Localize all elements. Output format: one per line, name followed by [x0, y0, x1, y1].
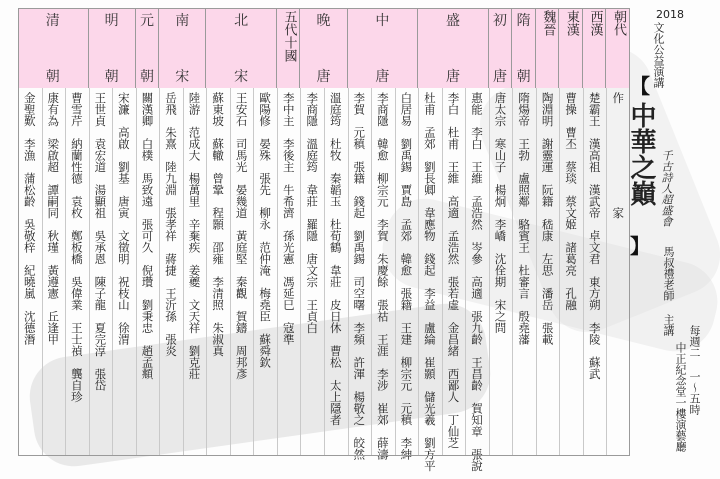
- poet-name: 楊萬里: [187, 172, 202, 207]
- poet-name: 姜夔: [187, 264, 202, 288]
- poet-name: 韓愈: [399, 253, 414, 276]
- venue-label: 中正紀念堂一樓演藝廳: [674, 342, 687, 452]
- column-divider: [371, 88, 372, 456]
- poet-name: 馮延巳: [281, 276, 296, 311]
- poet-name: 隋煬帝: [517, 92, 532, 127]
- poet-name: 關漢卿: [140, 92, 155, 127]
- column-divider: [512, 88, 513, 456]
- dynasty-suffix: 宋: [234, 69, 249, 85]
- dynasty-header: [606, 8, 630, 88]
- poet-column: [282, 92, 296, 345]
- dynasty-suffix: 朝: [139, 69, 154, 85]
- dynasty-label: 元: [139, 13, 154, 29]
- column-divider: [42, 88, 43, 456]
- dynasty-label: 南: [175, 13, 190, 29]
- poet-name: 晏殊: [258, 138, 273, 161]
- poet-name: 張若虛: [446, 276, 461, 311]
- poet-column: [517, 92, 531, 345]
- poet-name: 惠能: [470, 92, 484, 115]
- poet-name: 王昌齡: [470, 356, 484, 391]
- poet-column: [423, 92, 437, 472]
- poet-name: 家: [611, 207, 626, 219]
- poet-name: 東方朔: [587, 276, 602, 311]
- poet-name: 袁宏道: [93, 138, 108, 173]
- poet-name: 楚霸王: [587, 92, 602, 127]
- poet-name: 吳偉業: [69, 276, 84, 311]
- poet-name: 楊敬之: [352, 391, 367, 426]
- poet-name: 張孝祥: [164, 207, 178, 242]
- poet-column: [541, 92, 555, 345]
- poet-name: 羅隱: [305, 218, 320, 242]
- poet-name: 祝枝山: [116, 276, 131, 311]
- poet-name: 譚嗣同: [46, 184, 61, 219]
- poet-column: [164, 92, 178, 357]
- poet-name: 曹松: [328, 345, 343, 368]
- poet-name: 王涯: [375, 333, 390, 357]
- poet-name: 王維: [470, 161, 484, 184]
- speaker-label: 馬叔禮老師 主講: [662, 246, 675, 336]
- poet-name: 李白: [446, 92, 461, 115]
- poet-name: 作: [611, 92, 626, 104]
- poet-name: 張炎: [164, 333, 178, 357]
- poet-name: 王建: [399, 322, 414, 345]
- poet-name: 諸葛亮: [564, 241, 579, 276]
- poet-name: 李賀: [375, 218, 390, 242]
- poet-name: 王勃: [517, 138, 532, 161]
- poet-name: 賈島: [399, 184, 414, 207]
- poet-name: 唐文宗: [305, 253, 320, 288]
- poet-name: 范仲淹: [258, 241, 273, 276]
- poet-name: 沈佺期: [493, 253, 508, 288]
- poet-name: 高適: [470, 276, 484, 299]
- poet-column: [188, 92, 202, 380]
- poet-name: 李後主: [281, 138, 296, 173]
- dynasty-suffix: 唐: [375, 69, 390, 85]
- column-divider: [583, 88, 584, 456]
- poet-name: 夏完淳: [93, 322, 108, 357]
- dynasty-label: 中: [375, 13, 390, 29]
- poet-name: 孟郊: [399, 218, 414, 242]
- column-divider: [348, 88, 349, 456]
- column-divider: [418, 88, 419, 456]
- column-divider: [65, 88, 66, 456]
- poet-name: 儲光羲: [422, 391, 437, 426]
- poet-name: 黃遵憲: [46, 264, 61, 299]
- poet-column: [140, 92, 154, 380]
- poet-name: 司馬光: [234, 138, 249, 173]
- poet-name: 韋莊: [328, 264, 343, 288]
- poet-name: 張說: [470, 448, 484, 472]
- poet-name: 丁仙芝: [446, 414, 461, 449]
- poet-name: 劉方平: [422, 437, 437, 472]
- poet-column: [611, 92, 625, 219]
- poet-name: 李白: [470, 126, 484, 150]
- poet-name: 吳承恩: [93, 230, 108, 265]
- poet-table: [18, 8, 630, 472]
- poet-column: [494, 92, 508, 334]
- poet-name: 寒山子: [493, 138, 508, 173]
- poet-name: 張先: [258, 172, 273, 196]
- poet-name: 孟浩然: [446, 230, 461, 265]
- poet-column: [258, 92, 272, 368]
- poet-name: 李清照: [211, 276, 226, 311]
- poet-name: 岑參: [470, 241, 484, 265]
- poet-name: 李商隱: [375, 92, 390, 127]
- dynasty-label: 東漢: [563, 10, 579, 36]
- poet-name: 秦韜玉: [328, 172, 343, 207]
- poet-name: 崔顥: [422, 356, 437, 380]
- poet-name: 蔡文姬: [564, 195, 579, 230]
- dynasty-header: [18, 8, 89, 88]
- poet-name: 元稹: [399, 402, 414, 426]
- poet-name: 高啟: [116, 126, 131, 150]
- poet-name: 皎然: [352, 437, 367, 460]
- poet-name: 李頻: [352, 322, 367, 345]
- poet-name: 韋莊: [305, 184, 320, 207]
- poet-column: [70, 92, 84, 403]
- dynasty-label: 五代十國: [281, 10, 297, 62]
- poet-name: 寇準: [281, 322, 296, 345]
- poet-name: 曹丕: [564, 126, 579, 150]
- poet-name: 溫庭筠: [328, 92, 343, 127]
- poet-name: 韓愈: [375, 138, 390, 161]
- poet-name: 杜荀鶴: [328, 218, 343, 253]
- poet-name: 謝靈運: [540, 138, 555, 173]
- poet-name: 高適: [446, 195, 461, 219]
- poet-name: 韋應物: [422, 207, 437, 242]
- poet-name: 杜審言: [517, 264, 532, 299]
- poet-name: 蘇東坡: [211, 92, 226, 127]
- poet-name: 漢武帝: [587, 184, 602, 219]
- poet-name: 李紳: [399, 437, 414, 460]
- column-divider: [395, 88, 396, 456]
- poet-name: 程顥: [211, 207, 226, 230]
- column-divider: [136, 88, 137, 456]
- poet-name: 錢起: [352, 195, 367, 219]
- poet-column: [46, 92, 60, 345]
- poet-name: 蘇舜欽: [258, 333, 273, 368]
- poet-name: 薛濤: [375, 437, 390, 460]
- poet-name: 朱慶餘: [375, 253, 390, 288]
- poet-name: 張九齡: [470, 310, 484, 345]
- bracket-close: 】: [630, 234, 650, 258]
- poet-name: 張籍: [399, 287, 414, 311]
- dynasty-suffix: 唐: [445, 69, 460, 85]
- poet-name: 周邦彥: [234, 345, 249, 380]
- dynasty-header: [536, 8, 560, 88]
- poet-name: 馬致遠: [140, 172, 155, 207]
- poet-name: 劉克莊: [187, 345, 202, 380]
- bracket-open: 【: [630, 74, 650, 98]
- poet-name: 張籍: [352, 161, 367, 184]
- poet-name: 劉秉忠: [140, 299, 155, 334]
- poet-name: 李賀: [352, 92, 367, 115]
- poet-name: 王沂孫: [164, 287, 178, 322]
- poet-name: 白居易: [399, 92, 414, 127]
- poet-name: 宋濂: [116, 92, 131, 115]
- poet-name: 紀曉嵐: [22, 264, 37, 299]
- poet-name: 沈德潛: [22, 310, 37, 345]
- poet-name: 杜甫: [446, 126, 461, 150]
- poet-name: 元稹: [352, 126, 367, 150]
- column-divider: [159, 88, 160, 456]
- column-divider: [89, 88, 90, 456]
- poet-name: 梁啟超: [46, 138, 61, 173]
- poet-name: 錢起: [422, 253, 437, 276]
- poet-name: 牛希濟: [281, 184, 296, 219]
- poet-name: 陸游: [187, 92, 202, 115]
- dynasty-header: [300, 8, 347, 88]
- poet-name: 辛棄疾: [187, 218, 202, 253]
- poet-name: 駱賓王: [517, 218, 532, 253]
- dynasty-label: 初: [493, 13, 508, 29]
- poet-name: 崔郊: [375, 402, 390, 426]
- poet-name: 李商隱: [305, 92, 320, 127]
- poet-column: [446, 92, 460, 449]
- poet-name: 王維: [446, 161, 461, 184]
- poet-column: [23, 92, 37, 345]
- column-divider: [489, 88, 490, 456]
- poet-name: 柳永: [258, 207, 273, 230]
- dynasty-label: 晚: [316, 13, 331, 29]
- poet-name: 王安石: [234, 92, 249, 127]
- poet-name: 陸九淵: [164, 161, 178, 196]
- poet-name: 岳飛: [164, 92, 178, 115]
- dynasty-label: 北: [234, 13, 249, 29]
- dynasty-header: [489, 8, 513, 88]
- dynasty-header: [277, 8, 301, 88]
- poet-name: 晏幾道: [234, 184, 249, 219]
- poet-name: 阮籍: [540, 184, 555, 207]
- poet-column: [305, 92, 319, 334]
- poet-name: 孟郊: [422, 126, 437, 150]
- poet-name: 陳子龍: [93, 276, 108, 311]
- poet-name: 唐寅: [116, 195, 131, 219]
- poet-name: 納蘭性德: [69, 138, 84, 184]
- lecture-subtitle: 千古詩人超盛會: [660, 150, 673, 227]
- dynasty-label: 魏晉: [540, 10, 556, 36]
- poet-name: 賀知章: [470, 402, 484, 437]
- poet-name: 劉禹錫: [352, 230, 367, 265]
- poet-column: [329, 92, 343, 426]
- poet-name: 梅堯臣: [258, 287, 273, 322]
- poet-name: 邵雍: [211, 241, 226, 265]
- poet-name: 李嶠: [493, 218, 508, 242]
- poet-name: 蔣捷: [164, 253, 178, 276]
- poet-name: 李涉: [375, 368, 390, 391]
- title-panel: [628, 0, 720, 479]
- dynasty-header: [583, 8, 607, 88]
- column-divider: [536, 88, 537, 456]
- poet-name: 李漁: [22, 138, 37, 161]
- poet-name: 金聖歎: [22, 92, 37, 127]
- column-divider: [465, 88, 466, 456]
- poet-name: 李中主: [281, 92, 296, 127]
- dynasty-header: [348, 8, 419, 88]
- dynasty-suffix: 宋: [175, 69, 190, 85]
- poet-name: 趙孟頫: [140, 345, 155, 380]
- column-divider: [253, 88, 254, 456]
- poet-name: 蘇武: [587, 356, 602, 380]
- dynasty-header: [418, 8, 489, 88]
- poet-name: 龔自珍: [69, 368, 84, 403]
- dynasty-label: 隋: [516, 13, 531, 29]
- year-label: 2018: [656, 8, 684, 21]
- dynasty-label: 清: [45, 13, 60, 29]
- poet-name: 劉禹錫: [399, 138, 414, 173]
- dynasty-label: 朝代: [610, 10, 626, 36]
- schedule-label: 每週二 一～五時: [688, 325, 701, 415]
- poet-name: 朱熹: [164, 126, 178, 150]
- poet-name: 柳宗元: [399, 356, 414, 391]
- poet-name: 張載: [540, 322, 555, 345]
- poet-column: [470, 92, 484, 472]
- poet-name: 張祜: [375, 299, 390, 322]
- poet-name: 嵇康: [540, 218, 555, 242]
- dynasty-header: [89, 8, 136, 88]
- poet-name: 黃庭堅: [234, 230, 249, 265]
- dynasty-suffix: 唐: [493, 69, 508, 85]
- poet-name: 李陵: [587, 322, 602, 345]
- poet-name: 杜甫: [422, 92, 437, 115]
- poet-name: 皮日休: [328, 299, 343, 334]
- column-divider: [559, 88, 560, 456]
- poet-column: [211, 92, 225, 357]
- poet-name: 宋之問: [493, 299, 508, 334]
- poet-column: [352, 92, 366, 460]
- column-divider: [112, 88, 113, 456]
- column-divider: [18, 88, 19, 456]
- poet-name: 蒲松齡: [22, 172, 37, 207]
- dynasty-label: 盛: [445, 13, 460, 29]
- column-divider: [277, 88, 278, 456]
- poet-name: 王士禎: [69, 322, 84, 357]
- poet-name: 曹雪芹: [69, 92, 84, 127]
- dynasty-label: 西漢: [587, 10, 603, 36]
- poet-name: 文天祥: [187, 299, 202, 334]
- poet-name: 劉長卿: [422, 161, 437, 196]
- dynasty-header: [559, 8, 583, 88]
- dynasty-header: [206, 8, 277, 88]
- poet-name: 康有為: [46, 92, 61, 127]
- poet-name: 柳宗元: [375, 172, 390, 207]
- poet-name: 張可久: [140, 218, 155, 253]
- poet-name: 司空曙: [352, 276, 367, 311]
- poet-column: [235, 92, 249, 380]
- poet-name: 王貞白: [305, 299, 320, 334]
- poet-name: 劉基: [116, 161, 131, 184]
- poet-name: 王世貞: [93, 92, 108, 127]
- poet-name: 蘇轍: [211, 138, 226, 161]
- lecture-title: 中華之巔: [626, 102, 656, 206]
- dynasty-suffix: 朝: [104, 69, 119, 85]
- poet-name: 許渾: [352, 356, 367, 380]
- poet-name: 湯顯祖: [93, 184, 108, 219]
- poet-name: 溫庭筠: [305, 138, 320, 173]
- dynasty-header: [512, 8, 536, 88]
- dynasty-header: [136, 8, 160, 88]
- poet-name: 孫光憲: [281, 230, 296, 265]
- poet-name: 李益: [422, 287, 437, 311]
- poet-name: 倪瓚: [140, 264, 155, 288]
- poet-column: [588, 92, 602, 380]
- poet-name: 左思: [540, 253, 555, 276]
- poet-name: 曾鞏: [211, 172, 226, 196]
- series-label: 文化公益演講: [652, 22, 665, 88]
- dynasty-suffix: 朝: [45, 69, 60, 85]
- poet-name: 文徵明: [116, 230, 131, 265]
- poet-name: 賀鑄: [234, 310, 249, 334]
- poet-name: 吳敬梓: [22, 218, 37, 253]
- poet-name: 曹操: [564, 92, 579, 115]
- poet-column: [399, 92, 413, 460]
- poet-name: 唐太宗: [493, 92, 508, 127]
- column-divider: [324, 88, 325, 456]
- poet-name: 楊炯: [493, 184, 508, 207]
- poet-name: 陶淵明: [540, 92, 555, 127]
- poet-name: 朱淑真: [211, 322, 226, 357]
- poet-name: 袁枚: [69, 195, 84, 219]
- column-divider: [300, 88, 301, 456]
- dynasty-label: 明: [104, 13, 119, 29]
- poet-name: 殷堯藩: [517, 310, 532, 345]
- column-divider: [230, 88, 231, 456]
- poet-name: 盧照鄰: [517, 172, 532, 207]
- poet-name: 白樸: [140, 138, 155, 161]
- column-divider: [206, 88, 207, 456]
- poet-column: [93, 92, 107, 391]
- column-divider: [183, 88, 184, 456]
- poet-column: [376, 92, 390, 460]
- poet-name: 潘岳: [540, 287, 555, 311]
- dynasty-suffix: 朝: [516, 69, 531, 85]
- poet-name: 秦觀: [234, 276, 249, 299]
- poet-name: 范成大: [187, 126, 202, 161]
- column-divider: [606, 88, 607, 456]
- poet-name: 丘逢甲: [46, 310, 61, 345]
- poet-name: 孔融: [564, 287, 579, 311]
- poet-name: 杜牧: [328, 138, 343, 161]
- poet-name: 蔡琰: [564, 161, 579, 184]
- poet-name: 金昌緒: [446, 322, 461, 357]
- dynasty-header: [159, 8, 206, 88]
- poet-name: 孟浩然: [470, 195, 484, 230]
- poet-name: 太上隱者: [328, 379, 343, 426]
- poet-column: [564, 92, 578, 311]
- poet-name: 漢高祖: [587, 138, 602, 173]
- poet-column: [117, 92, 131, 345]
- poet-name: 秋瑾: [46, 230, 61, 253]
- column-divider: [442, 88, 443, 456]
- poet-name: 西鄙人: [446, 368, 461, 403]
- poet-name: 盧綸: [422, 322, 437, 345]
- poet-name: 鄭板橋: [69, 230, 84, 265]
- poet-name: 歐陽修: [258, 92, 273, 127]
- poet-name: 徐渭: [116, 322, 131, 345]
- poet-name: 張岱: [93, 368, 108, 391]
- poet-name: 卓文君: [587, 230, 602, 265]
- dynasty-suffix: 唐: [316, 69, 331, 85]
